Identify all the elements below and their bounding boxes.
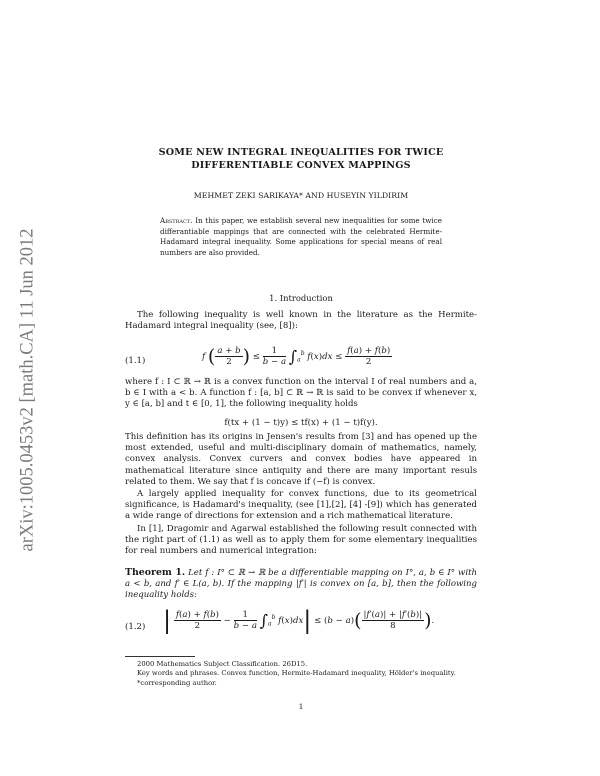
abstract-text: In this paper, we establish several new inequalities for some twice differantiable mappings that are connected with the celebrated Hermite-Hadamard integral inequality. Some applications for special means of real numbers are also provided. bbox=[160, 216, 442, 257]
title-line-1: SOME NEW INTEGRAL INEQUALITIES FOR TWICE bbox=[158, 147, 444, 158]
equation-body: f ( $\frac{a + b}{2}$ ) ≤ $\frac{1}{b - a}$ $\int_a^b$ f(x)dx ≤ $\frac{f(a) + f(b)}{2}$ bbox=[202, 345, 391, 368]
theorem-1 bbox=[125, 567, 477, 602]
paragraph-2: where f : I ⊂ ℝ → ℝ is a convex function on the interval I of real numbers and a, b ∈ I with a < b. A function f : [a, b] ⊂ ℝ → ℝ is said to be convex if whenever x, y ∈ [a, b] and t ∈ [0, 1], the following inequality holds bbox=[125, 377, 477, 410]
abstract bbox=[160, 216, 442, 258]
arxiv-id: arXiv:1005.0453v2 [math.CA] 11 Jun 2012 bbox=[17, 228, 38, 552]
title-line-2: DIFFERENTIABLE CONVEX MAPPINGS bbox=[191, 160, 411, 171]
page-number: 1 bbox=[298, 702, 304, 711]
footnote-msc: 2000 Mathematics Subject Classification. 26D15. bbox=[137, 660, 308, 668]
paragraph-3: This definition has its origins in Jensen's results from [3] and has opened up the most extended, useful and multi-disciplinary domain of mathematics, namely, convex analysis. Convex curvers and convex bodies have appeared in mathematical literature since antiquity and there are many important resuls related to them. We say that f is concave if (−f) is convex. bbox=[125, 432, 477, 487]
convex-definition: f(tx + (1 − t)y) ≤ tf(x) + (1 − t)f(y). bbox=[224, 418, 378, 428]
footnote-corresponding: *corresponding author. bbox=[137, 678, 217, 687]
equation-1-2 bbox=[125, 608, 477, 652]
section-heading: 1. Introduction bbox=[269, 293, 333, 303]
equation-number: (1.1) bbox=[125, 356, 146, 366]
arxiv-sidebar-stamp bbox=[12, 180, 44, 600]
theorem-text: Let f : I° ⊂ ℝ → ℝ be a differentiable mapping on I°, a, b ∈ I° with a < b, and f′ ∈ L(a, b). If the mapping |f′| is convex on [a, b], then the following inequality holds: bbox=[125, 568, 478, 601]
abstract-label: Abstract. bbox=[160, 216, 193, 225]
footnote-keywords: Key words and phrases. Convex function, Hermite-Hadamard inequality, Hölder's inequality. bbox=[137, 669, 456, 678]
paragraph-4: A largely applied inequality for convex functions, due to its geometrical significance, is Hadamard's inequality, (see [1],[2], [4] -[9]) which has generated a wide range of directions for extension and a rich mathematical literature. bbox=[125, 489, 477, 522]
footnotes bbox=[125, 656, 477, 688]
paper-title bbox=[125, 146, 477, 172]
equation-number-2: (1.2) bbox=[125, 622, 146, 632]
equation-body-2: | $\frac{f(a) + f(b)}{2}$ − $\frac{1}{b - a}$ $\int_a^b$ f(x)dx| ≤ (b − a)( $\frac{|f'(a)| + |f'(b)|}{8}$ ). bbox=[163, 606, 435, 635]
footnote-rule bbox=[125, 656, 195, 657]
paragraph-5: In [1], Dragomir and Agarwal established the following result connected with the right part of (1.1) as well as to apply them for some elementary inequalities for real numbers and numerical integration: bbox=[125, 524, 477, 557]
paragraph-1: The following inequality is well known in the literature as the Hermite-Hadamard integral inequality (see, [8]): bbox=[125, 310, 477, 332]
paper-authors: MEHMET ZEKI SARIKAYA* AND HUSEYIN YILDIRIM bbox=[193, 191, 409, 200]
theorem-label: Theorem 1. bbox=[125, 567, 186, 578]
